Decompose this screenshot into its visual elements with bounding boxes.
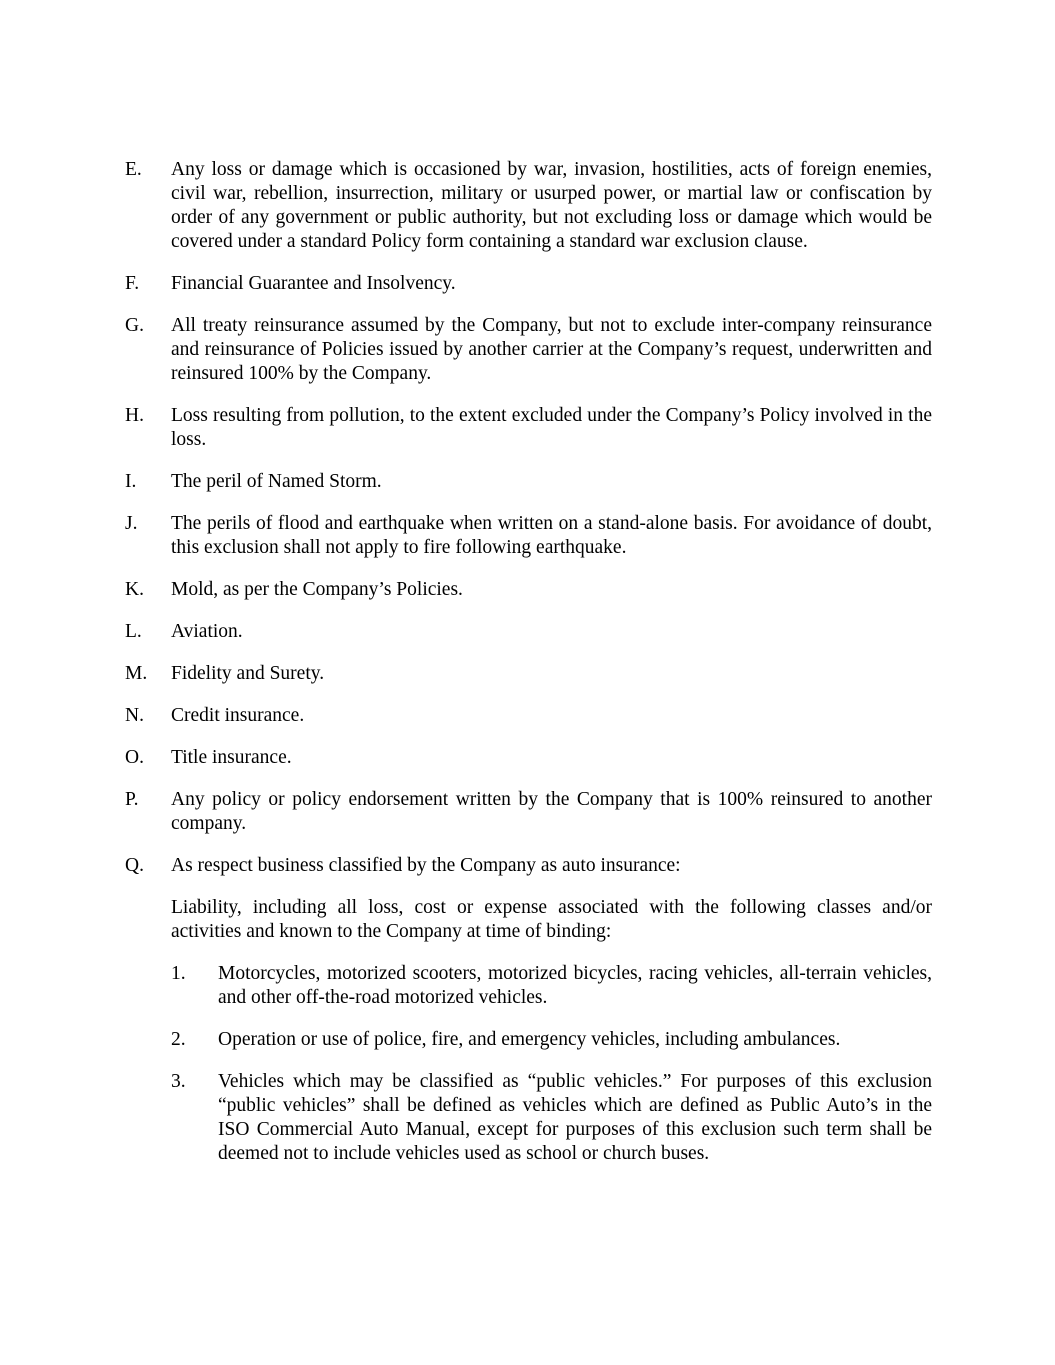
sub-item-label: 1. [171, 963, 186, 984]
sub-item-text: Operation or use of police, fire, and emergency vehicles, including ambulances. [218, 1029, 841, 1050]
item-label: G. [125, 315, 144, 336]
item-label: H. [125, 405, 144, 426]
sub-item-label: 2. [171, 1029, 186, 1050]
list-item-e [125, 158, 932, 254]
q-liability-paragraph: Liability, including all loss, cost or expense associated with the following classes and/or activities and known to the Company at time of binding: [171, 897, 932, 942]
sub-item-label: 3. [171, 1071, 186, 1092]
item-text: The perils of flood and earthquake when written on a stand-alone basis. For avoidance of doubt, this exclusion shall not apply to fire following earthquake. [171, 513, 932, 558]
sub-list-item-3 [171, 1070, 932, 1166]
item-text: Title insurance. [171, 747, 292, 768]
item-label: I. [125, 471, 137, 492]
list-item-l [125, 620, 932, 644]
sub-item-text: Motorcycles, motorized scooters, motorized bicycles, racing vehicles, all-terrain vehicles, and other off-the-road motorized vehicles. [218, 963, 932, 1008]
item-text: Financial Guarantee and Insolvency. [171, 273, 456, 294]
item-label: E. [125, 159, 142, 180]
item-text: Fidelity and Surety. [171, 663, 325, 684]
list-item-i [125, 470, 932, 494]
item-text: As respect business classified by the Company as auto insurance: [171, 855, 681, 876]
item-label: F. [125, 273, 140, 294]
item-label: J. [125, 513, 138, 534]
sub-list-item-1 [171, 962, 932, 1010]
item-label: K. [125, 579, 144, 600]
list-item-m [125, 662, 932, 686]
item-label: L. [125, 621, 142, 642]
list-item-k [125, 578, 932, 602]
list-item-f [125, 272, 932, 296]
item-text: The peril of Named Storm. [171, 471, 382, 492]
item-text: Any loss or damage which is occasioned by war, invasion, hostilities, acts of foreign enemies, civil war, rebellion, insurrection, military or usurped power, or martial law or confiscation by order of any government or public authority, but not excluding loss or damage which would be covered under a standard Policy form containing a standard war exclusion clause. [171, 159, 932, 252]
item-label: Q. [125, 855, 144, 876]
sub-item-text: Vehicles which may be classified as “public vehicles.” For purposes of this exclusion “public vehicles” shall be defined as vehicles which are defined as Public Auto’s in the ISO Commercial Auto Manual, except for purposes of this exclusion such term shall be deemed not to include vehicles used as school or church buses. [218, 1071, 932, 1164]
list-item-h [125, 404, 932, 452]
list-item-p [125, 788, 932, 836]
list-item-g [125, 314, 932, 386]
item-label: O. [125, 747, 144, 768]
item-text: Loss resulting from pollution, to the extent excluded under the Company’s Policy involved in the loss. [171, 405, 932, 450]
item-text: Mold, as per the Company’s Policies. [171, 579, 463, 600]
list-item-j [125, 512, 932, 560]
item-text: Any policy or policy endorsement written by the Company that is 100% reinsured to another company. [171, 789, 932, 834]
item-label: N. [125, 705, 144, 726]
item-label: P. [125, 789, 139, 810]
list-item-o [125, 746, 932, 770]
list-item-n [125, 704, 932, 728]
item-text: Credit insurance. [171, 705, 305, 726]
exclusions-list [125, 158, 932, 1184]
item-text: Aviation. [171, 621, 243, 642]
list-item-q [125, 854, 932, 878]
item-text: All treaty reinsurance assumed by the Company, but not to exclude inter-company reinsurance and reinsurance of Policies issued by another carrier at the Company’s request, underwritten and reinsured 100% by the Company. [171, 315, 932, 384]
sub-list-item-2 [171, 1028, 932, 1052]
item-label: M. [125, 663, 148, 684]
